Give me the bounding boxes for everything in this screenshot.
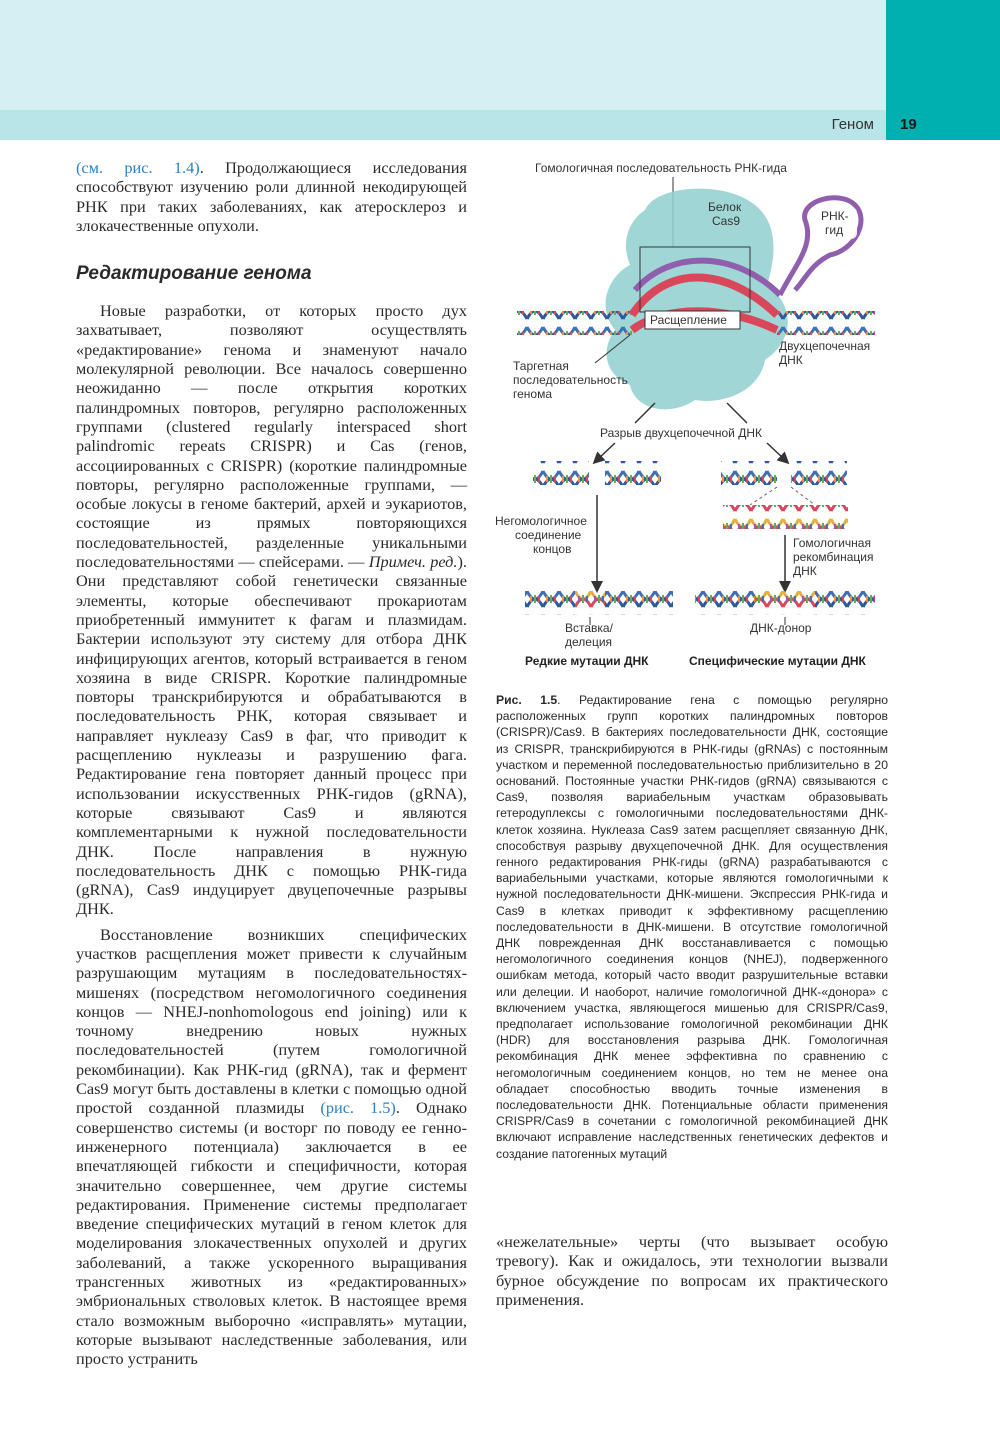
paragraph-2-text-a: Новые разработки, от которых просто дух захватывает, позволяют осуществлять «редактирование» генома и знаменуют начало молекулярной революции. Все началось совершенно неожиданно — после открытия коротких палиндромных повторов, регулярно расположенных группами (clustered regularly interspaced short palindromic repeats CRISPR) и Cas (генов, ассоциированных с CRISPR) (короткие палиндромные повторы, регулярно расположенные группами, — особые локусы в геноме бактерий, архей и эукариотов, состоящие из прямых повторяющихся последовательностей, разделенные уникальными последовательностями — спейсерами. — [76, 301, 467, 572]
broken-dna-left-a [533, 461, 589, 485]
arrow-left [597, 443, 615, 460]
label-target-2: последовательность [513, 373, 628, 387]
paragraph-1 [76, 158, 467, 235]
label-dsdna-2: ДНК [779, 353, 803, 367]
label-indel-1: Вставка/ [565, 621, 613, 635]
broken-dna-right-a [721, 461, 777, 485]
right-paragraph: «нежелательные» черты (что вызывает особую тревогу). Как и ожидалось, эти технологии вызвали бурное обсуждение по вопросам их практического применения. [496, 1232, 888, 1309]
label-nhej-1: Негомологичное [495, 514, 587, 528]
label-dsdna-1: Двухцепочечная [779, 339, 871, 353]
label-donor: ДНК-донор [750, 621, 812, 635]
left-column [76, 158, 467, 1369]
label-cleavage: Расщепление [650, 313, 727, 327]
donor-dash-left [750, 487, 777, 505]
header-bar [0, 110, 886, 140]
right-column [496, 1232, 888, 1309]
target-dna-left [517, 311, 632, 335]
diagonal-right [727, 403, 747, 423]
label-homologous-sequence: Гомологичная последовательность РНК-гида [535, 161, 787, 175]
repaired-dna-right-b [815, 591, 875, 615]
paragraph-1-text: . Продолжающиеся исследования способствуют изучению роли длинной некодирующей РНК при таких заболеваниях, как атеросклероз и злокачественные опухоли. [76, 158, 467, 235]
paragraph-2-text-b: ). Они представляют собой генетически связанные элементы, которые обеспечивают прокариотам приобретенный иммунитет к фагам и плазмидам. Бактерии используют эту систему для отбора ДНК инфицирующих агентов, который встраивается в геном хозяина в виде CRISPR. Короткие палиндромные повторы транскрибируются и обрабатываются в последовательность РНК, которая связывает и направляет нуклеазу Cas9 в фаг, что приводит к расщеплению нуклеазы и разрушению фага. Редактирование гена повторяет данный процесс при использовании искусственных РНК-гидов (gRNA), которые связывают Cas9 и являются комплементарными к нужной последовательности ДНК. После направления в нужную последовательность ДНК с помощью РНК-гида (gRNA), Cas9 индуцирует двуцепочечные разрывы ДНК. [76, 552, 467, 919]
paragraph-3-text-a: Восстановление возникших специфических участков расщепления может привести к случайным разрушающим мутациям в последовательностях-мишенях (посредством негомологичного соединения концов — NHEJ-nonhomologous end joining) или к точному внедрению новых нужных последовательностей (путем гомологичной рекомбинации). Как РНК-гид (gRNA), так и фермент Cas9 могут быть доставлены в клетки с помощью одной простой созданной плазмиды [76, 924, 467, 1118]
caption-text: . Редактирование гена с помощью регулярно расположенных групп коротких палиндромных повторов (CRISPR)/Cas9. В бактериях последовательности ДНК, состоящие из CRISPR, транскрибируются в РНК-гиды (gRNAs) с постоянным участком и переменной последовательностью приблизительно в 20 оснований. Постоянные участки РНК-гидов (gRNA) связываются с Cas9, позволяя вариабельным участкам образовывать гетеродуплексы с гомологичными последовательностями ДНК-клеток хозяина. Нуклеаза Cas9 затем расщепляет связанную ДНК, способствуя разрыву двухцепочечной ДНК. Для осуществления генного редактирования РНК-гиды (gRNA) разрабатываются с вариабельными участками, которые являются гомологичными к нужной последовательности ДНК-мишени. Экспрессия РНК-гида и Cas9 в клетках приводит к эффективному расщеплению последовательности в ДНК-мишени. В отсутствие гомологичной ДНК поврежденная ДНК восстанавливается с помощью негомологичного соединения концов (NHEJ), подверженного ошибкам метода, который часто вводит разрушительные вставки или делеции. И наоборот, наличие гомологичной ДНК-«донора» с включением участка, являющегося мишенью для CRISPR/Cas9, предполагает использование гомологичной рекомбинации ДНК (HDR) для восстановления разрыва ДНК. Гомологичная рекомбинация ДНК менее эффективна по сравнению с негомологичным соединением концов, но тем не менее она обладает способностью вводить точные изменения в последовательности ДНК. Потенциальные области применения CRISPR/Cas9 в сочетании с гомологичной рекомбинацией ДНК включают исправление наследственных генетических дефектов и создание патогенных мутаций [496, 693, 888, 1161]
label-cas9-1: Белок [708, 200, 742, 214]
figure-ref-link-1-5[interactable]: (рис. 1.5) [320, 1098, 396, 1118]
label-target-3: генома [513, 387, 553, 401]
crispr-diagram [495, 155, 895, 680]
paragraph-3 [76, 925, 467, 1369]
repaired-dna-left-b [605, 591, 673, 615]
donor-dash-right [791, 487, 815, 505]
figure-caption [496, 692, 888, 1162]
paragraph-3-text-b: . Однако совершенство системы (и восторг по поводу ее генно-инженерного потенциала) заключается в ее впечатляющей гибкости и специфичности, которая значительно совершеннее, чем другие системы редактирования. Применение системы предполагает введение специфических мутаций в геном клеток для моделирования злокачественных опухолей и других заболеваний, а также ускоренного выращивания трансгенных животных из «редактированных» эмбриональных стволовых клеток. В настоящее время стало возможным выборочно «исправлять» мутации, которые вызывают наследственные заболевания, или просто устранить [76, 1098, 467, 1369]
label-hr-3: ДНК [793, 564, 817, 578]
label-cas9-2: Cas9 [712, 214, 741, 228]
broken-dna-left-b [605, 461, 661, 485]
arrow-right [767, 443, 785, 460]
repaired-dna-right-a [695, 591, 755, 615]
figure-ref-link-1-4[interactable]: (см. рис. 1.4) [76, 158, 200, 177]
label-break: Разрыв двухцепочечной ДНК [600, 426, 762, 440]
label-rna-1: РНК- [821, 209, 849, 223]
broken-dna-right-b [791, 461, 847, 485]
label-hr-2: рекомбинация [793, 550, 874, 564]
editor-note: Примеч. ред. [368, 552, 458, 572]
repaired-dna-left-a [525, 591, 575, 615]
label-nhej-2: соединение [515, 528, 582, 542]
section-title: Редактирование генома [76, 263, 312, 285]
label-indel-2: делеция [565, 635, 613, 649]
label-specific-mutations: Специфические мутации ДНК [689, 654, 866, 668]
label-nhej-3: концов [533, 542, 572, 556]
donor-template-dna [723, 505, 848, 529]
caption-label: Рис. 1.5 [496, 693, 558, 707]
repaired-dna-indel [575, 591, 605, 615]
label-target-1: Таргетная [513, 359, 569, 373]
label-hr-1: Гомологичная [793, 536, 871, 550]
target-dna-right [777, 311, 875, 335]
diagonal-left [635, 403, 655, 423]
running-header-title: Геном [831, 116, 874, 133]
figure-crispr-cas9 [495, 155, 895, 680]
label-rare-mutations: Редкие мутации ДНК [525, 654, 649, 668]
label-rna-2: гид [825, 223, 844, 237]
repaired-dna-donor [755, 591, 815, 615]
page-number: 19 [900, 116, 917, 133]
paragraph-2 [76, 301, 467, 919]
